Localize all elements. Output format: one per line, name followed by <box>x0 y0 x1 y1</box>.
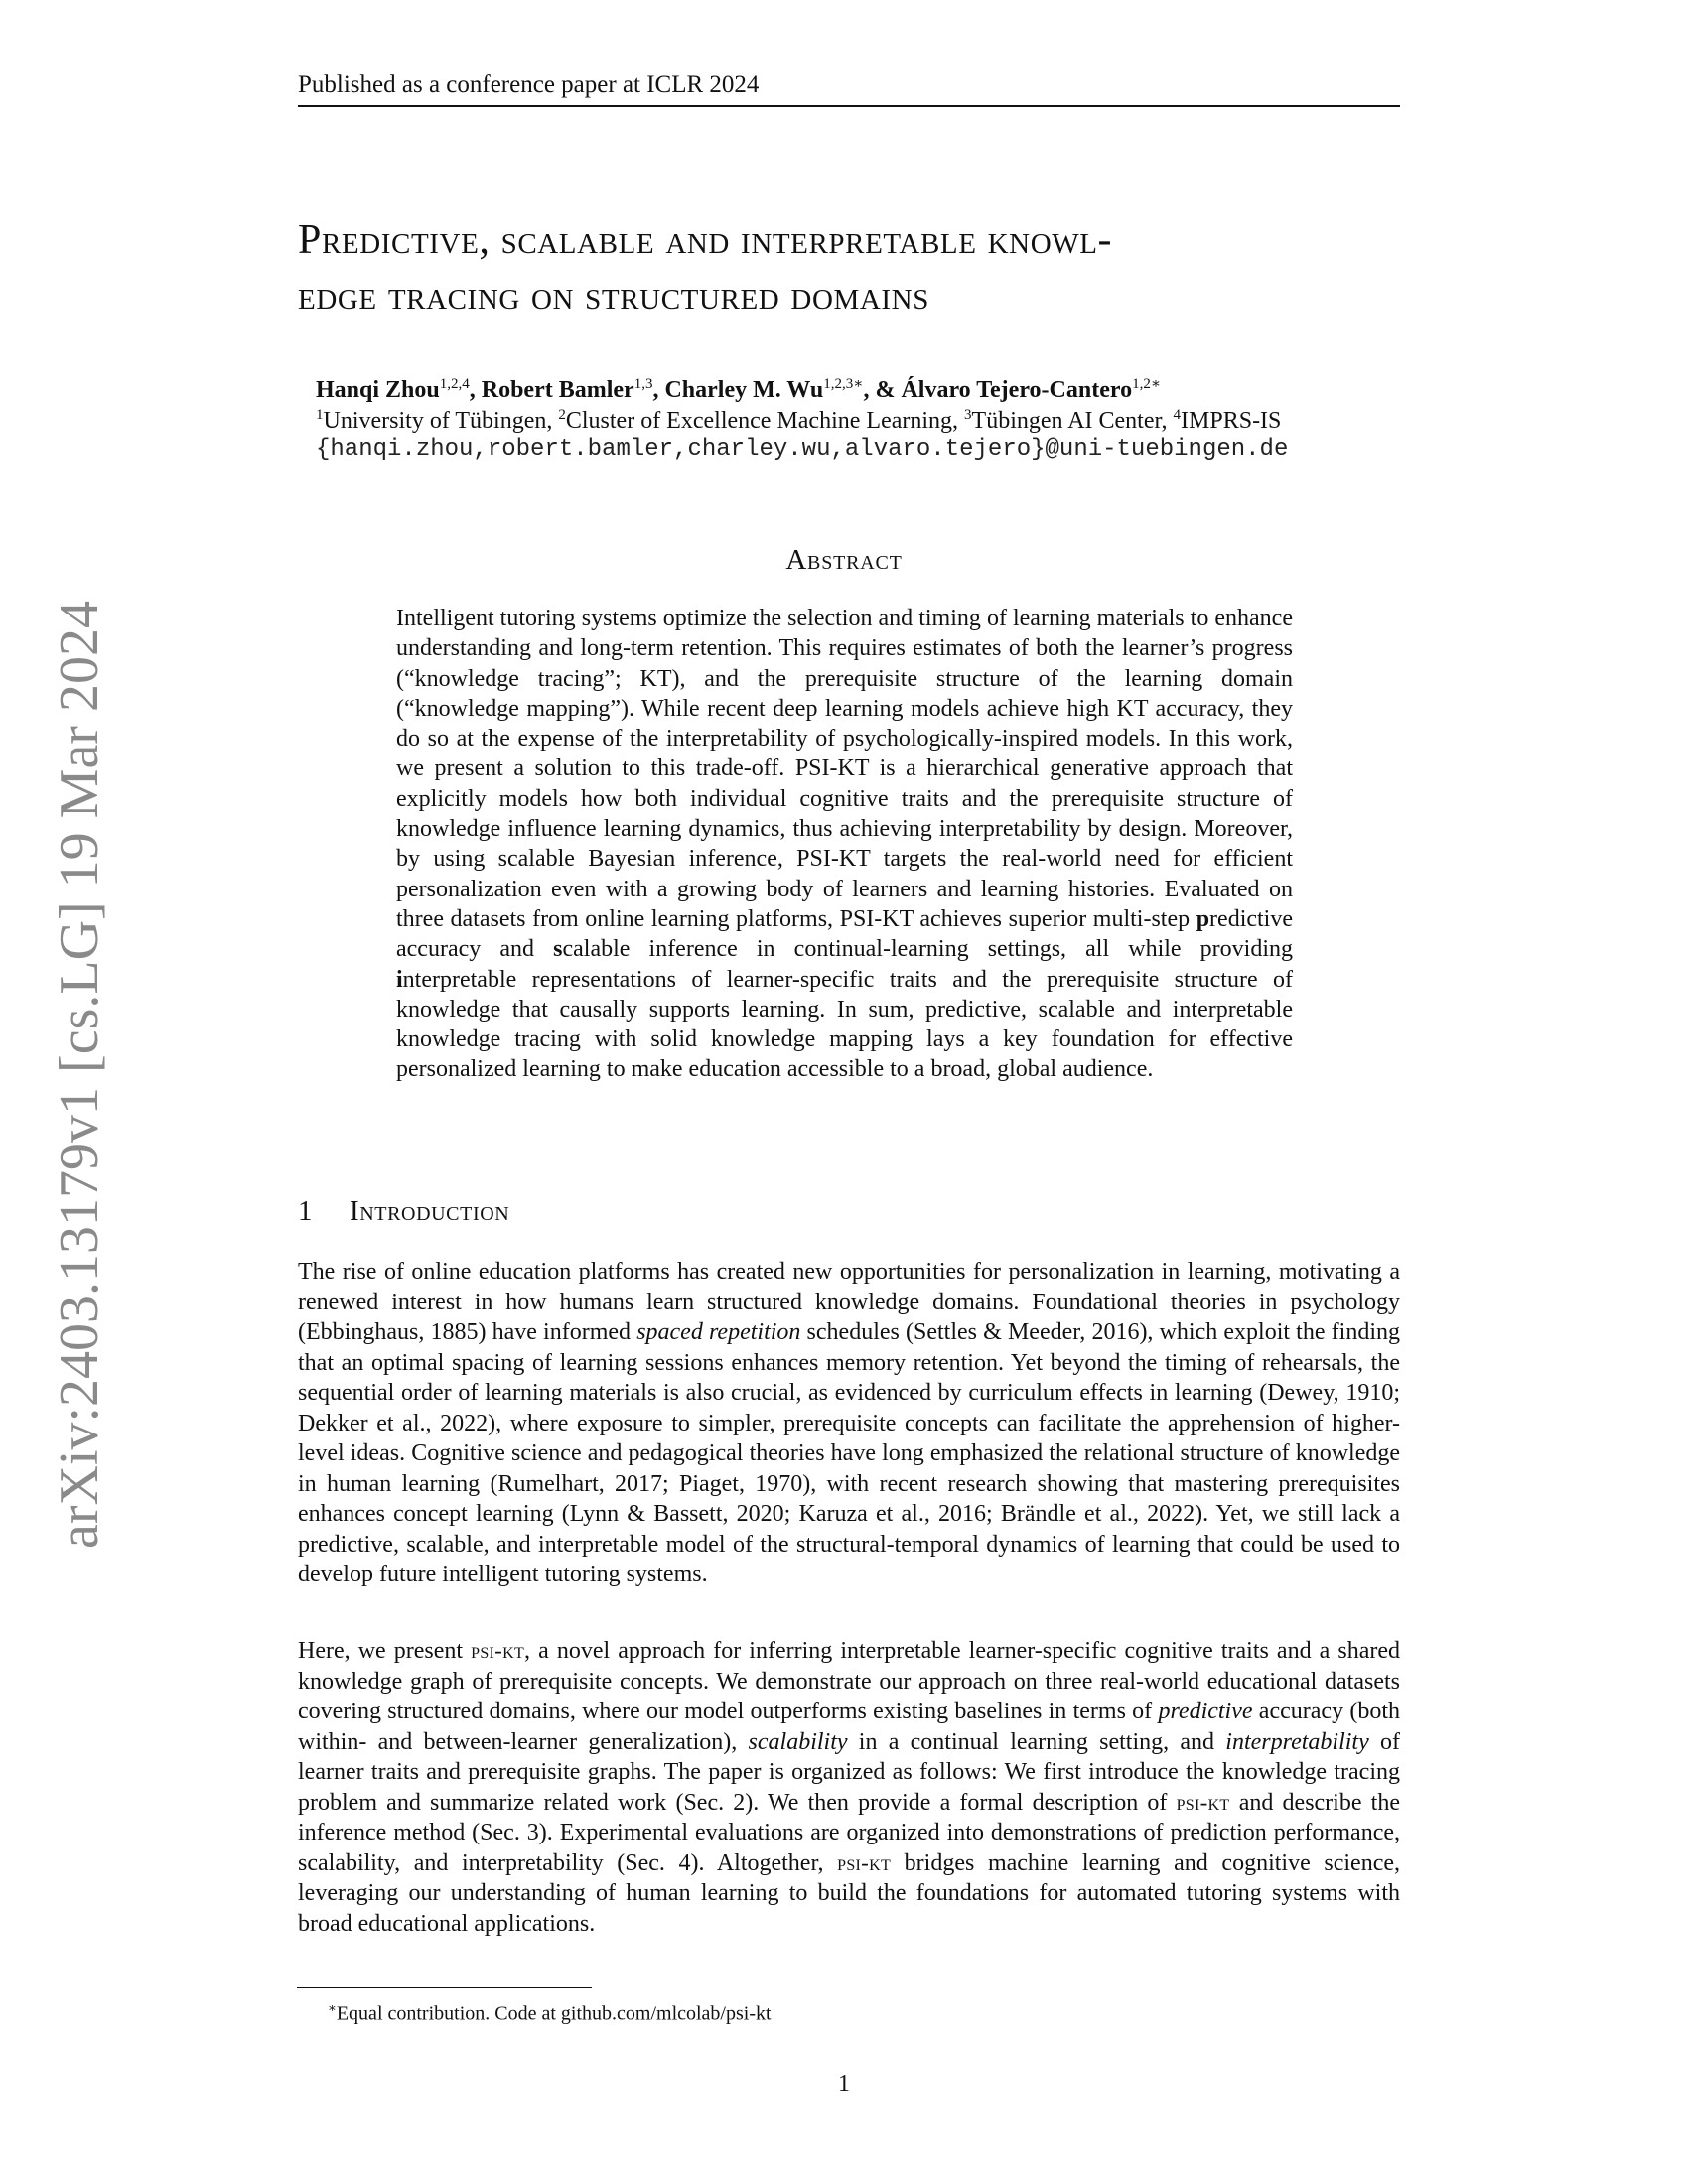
affil-name: Tübingen AI Center, <box>971 408 1174 434</box>
abstract-emphasis-s: s <box>553 936 563 963</box>
author-affil-mark: 1,3 <box>633 376 653 392</box>
affil-number: 4 <box>1173 407 1182 423</box>
author-name: Álvaro Tejero-Cantero <box>901 377 1133 403</box>
emphasis-text: predictive <box>1158 1699 1253 1724</box>
model-name: psi-kt <box>471 1638 525 1663</box>
abstract-text: nterpretable representations of learner-specific traits and the prerequisite structure of knowledge that causally supports learning. In sum, predictive, scalable and interpretable knowledge tracing with solid knowledge mapping lays a key foundation for effective personalized learning to make education accessible to a broad, global audience. <box>396 966 1293 1083</box>
section-title: Introduction <box>350 1195 510 1227</box>
paragraph-text: The rise of online education platforms has created new opportunities for personalization in learning, motivating a renewed interest in how humans learn structured knowledge domains. Foundational theories in psychology (Ebbinghaus, 1885) have informed <box>298 1259 1400 1345</box>
author-emails[interactable]: {hanqi.zhou,robert.bamler,charley.wu,alvaro.tejero}@uni-tuebingen.de <box>316 436 1289 463</box>
emphasis-text: spaced repetition <box>636 1319 801 1345</box>
author-name: Charley M. Wu <box>664 377 824 403</box>
affil-name: IMPRS-IS <box>1181 408 1282 434</box>
author-name: Hanqi Zhou <box>316 377 440 403</box>
abstract-emphasis-i: i <box>396 966 403 993</box>
title-line-1: Predictive, scalable and interpretable knowl- <box>298 217 1113 263</box>
abstract-body <box>396 604 1293 1085</box>
footnote-divider <box>297 1987 592 1988</box>
footnote-mark: ∗ <box>328 2000 337 2015</box>
author-affil-mark: 1,2,3∗ <box>823 376 864 392</box>
affil-number: 2 <box>558 407 566 423</box>
emphasis-text: interpretability <box>1225 1728 1369 1755</box>
abstract-text: redictive accuracy and <box>396 905 1293 963</box>
affil-number: 3 <box>964 407 972 423</box>
section-number: 1 <box>298 1195 314 1227</box>
paragraph-text: accuracy (both within- and between-learner generalization), <box>298 1699 1401 1755</box>
model-name: psi-kt <box>837 1849 892 1875</box>
paragraph-text: Here, we present <box>298 1638 472 1664</box>
abstract-text: Intelligent tutoring systems optimize the selection and timing of learning materials to enhance understanding and long-term retention. This requires estimates of both the learner’s progress (“knowledge tracing”; KT), and the prerequisite structure of the learning domain (“knowledge mapping”). While recent deep learning models achieve high KT accuracy, they do so at the expense of the interpretability of psychologically-inspired models. In this work, we present a solution to this trade-off. PSI-KT is a hierarchical generative approach that explicitly models how both individual cognitive traits and the prerequisite structure of knowledge influence learning dynamics, thus achieving interpretability by design. Moreover, by using scalable Bayesian inference, PSI-KT targets the real-world need for efficient personalization even with a growing body of learners and learning histories. Evaluated on three datasets from online learning platforms, PSI-KT achieves superior multi-step <box>396 606 1293 932</box>
paragraph-text: bridges machine learning and cognitive science, leveraging our understanding of human learning to build the foundations for automated tutoring systems with broad educational applications. <box>298 1849 1400 1937</box>
affil-name: Cluster of Excellence Machine Learning, <box>565 408 965 434</box>
author-name: Robert Bamler <box>481 377 634 403</box>
abstract-heading: Abstract <box>785 544 903 576</box>
affil-number: 1 <box>316 407 324 423</box>
author-separator: , & <box>863 377 902 403</box>
paper-title <box>298 212 1410 324</box>
affiliation-list <box>316 400 1281 436</box>
affil-name: University of Tübingen, <box>323 408 559 434</box>
footnote <box>328 1995 772 2027</box>
author-separator: , <box>469 377 482 403</box>
paragraph-text: , a novel approach for inferring interpretable learner-specific cognitive traits and a shared knowledge graph of prerequisite concepts. We demonstrate our approach on three real-world educational datasets covering structured domains, where our model outperforms existing baselines in terms of <box>298 1638 1400 1724</box>
running-header: Published as a conference paper at ICLR 2024 <box>298 69 1400 107</box>
paragraph-text: of learner traits and prerequisite graphs. The paper is organized as follows: We first introduce the knowledge tracing problem and summarize related work (Sec. 2). We then provide a formal description of <box>298 1728 1400 1816</box>
section-heading-introduction <box>298 1191 509 1231</box>
footnote-text: Equal contribution. Code at github.com/mlcolab/psi-kt <box>336 2002 772 2025</box>
abstract-emphasis-p: p <box>1196 905 1210 932</box>
page-number: 1 <box>838 2071 850 2097</box>
intro-paragraph-1 <box>298 1257 1400 1590</box>
author-affil-mark: 1,2∗ <box>1132 376 1162 392</box>
paragraph-text: schedules (Settles & Meeder, 2016), which exploit the finding that an optimal spacing of learning sessions enhances memory retention. Yet beyond the timing of rehearsals, the sequential order of learning materials is also crucial, as evidenced by curriculum effects in learning (Dewey, 1910; Dekker et al., 2022), where exposure to simpler, prerequisite concepts can facilitate the apprehension of higher-level ideas. Cognitive science and pedagogical theories have long emphasized the relational structure of knowledge in human learning (Rumelhart, 2017; Piaget, 1970), with recent research showing that mastering prerequisites enhances concept learning (Lynn & Bassett, 2020; Karuza et al., 2016; Brändle et al., 2022). Yet, we still lack a predictive, scalable, and interpretable model of the structural-temporal dynamics of learning that could be used to develop future intelligent tutoring systems. <box>298 1319 1400 1587</box>
paragraph-text: and describe the inference method (Sec. 3). Experimental evaluations are organized into demonstrations of prediction performance, scalability, and interpretability (Sec. 4). Altogether, <box>298 1789 1400 1876</box>
title-line-2: edge tracing on structured domains <box>298 273 929 319</box>
author-separator: , <box>652 377 665 403</box>
arxiv-stamp[interactable]: arXiv:2403.13179v1 [cs.LG] 19 Mar 2024 <box>49 601 110 1549</box>
model-name: psi-kt <box>1176 1789 1230 1815</box>
intro-paragraph-2 <box>298 1636 1400 1939</box>
author-affil-mark: 1,2,4 <box>439 376 470 392</box>
paragraph-text: in a continual learning setting, and <box>847 1728 1226 1755</box>
emphasis-text: scalability <box>748 1728 848 1755</box>
abstract-text: calable inference in continual-learning settings, all while providing <box>562 936 1294 963</box>
